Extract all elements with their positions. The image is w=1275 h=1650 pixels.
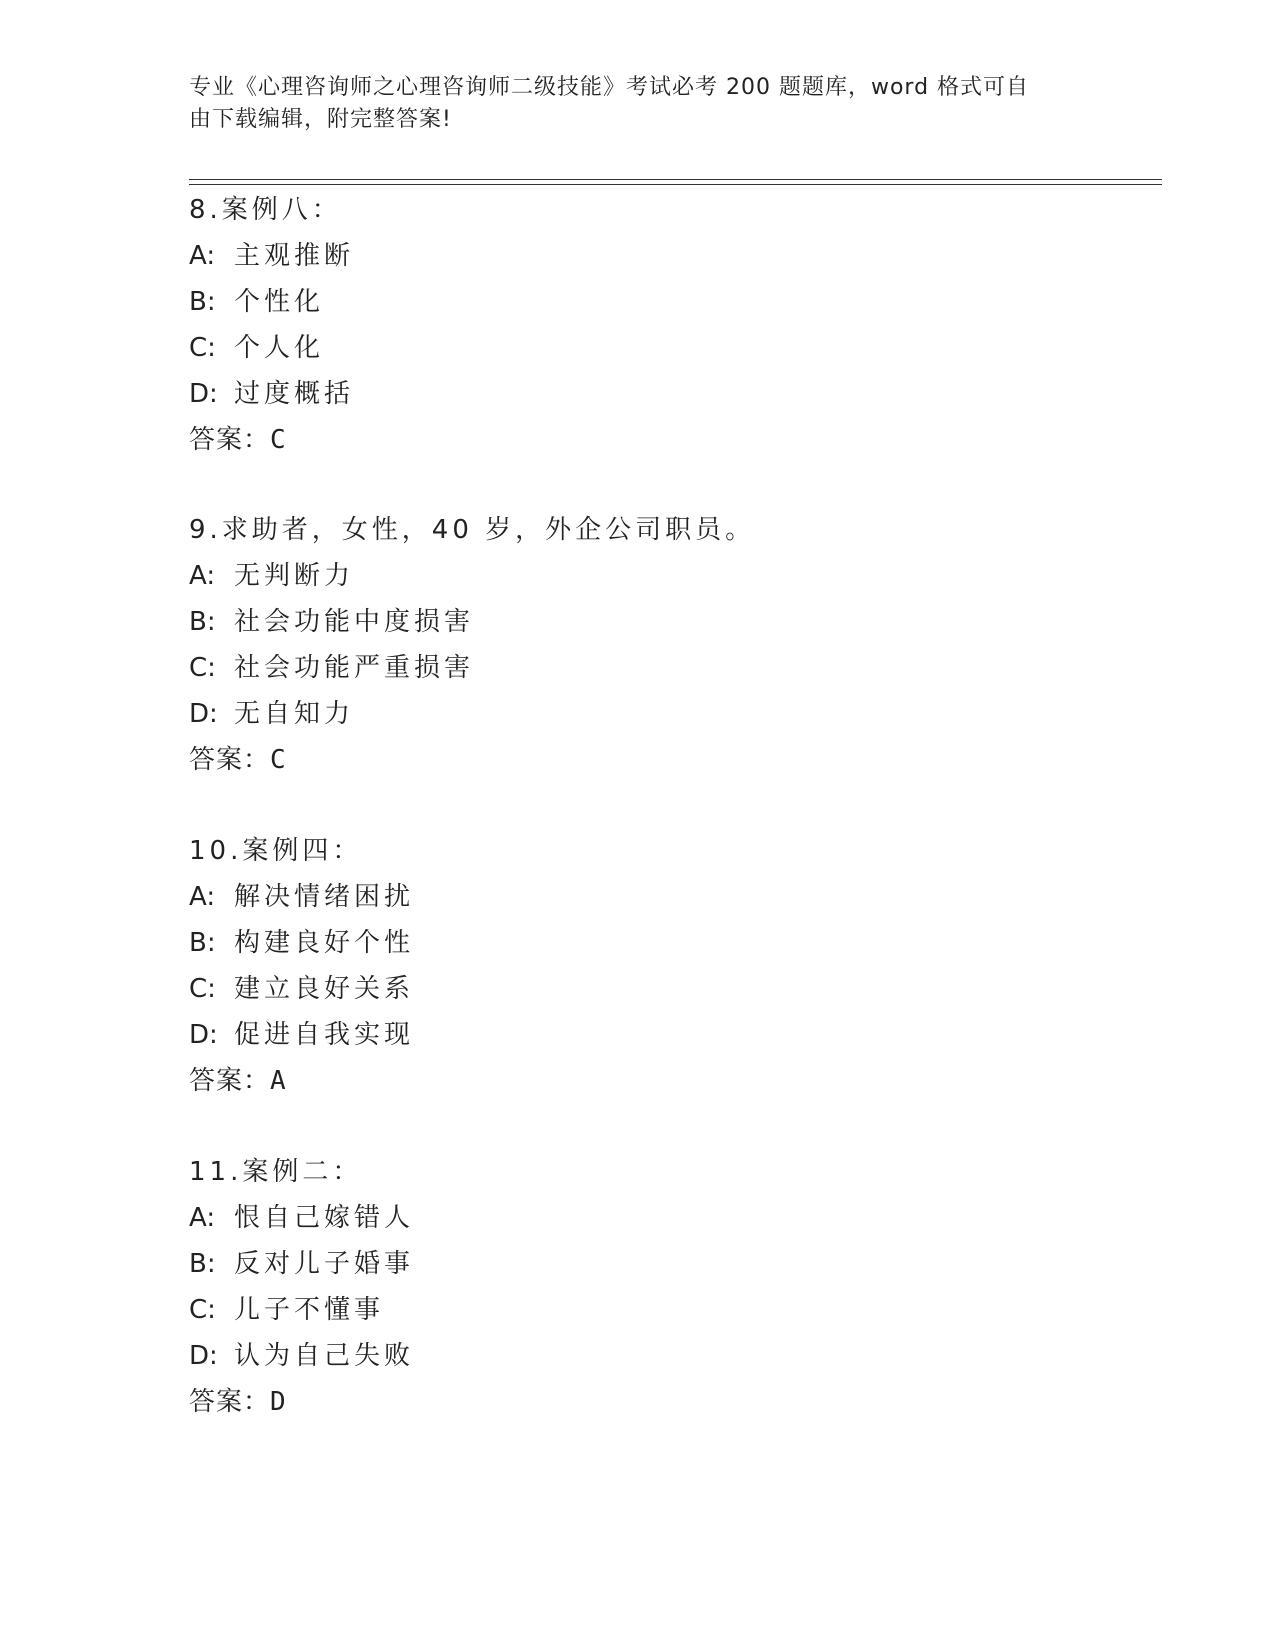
- answer-label: 答案：: [189, 1387, 271, 1417]
- question-stem: 8.案例八：: [189, 195, 342, 225]
- answer-value: D: [270, 1387, 286, 1417]
- option-d: [189, 1333, 1089, 1379]
- option-b: [189, 279, 1089, 325]
- option-key: D:: [189, 699, 218, 729]
- header-line-2: 由下载编辑，附完整答案!: [189, 107, 452, 132]
- answer-value: A: [270, 1066, 286, 1096]
- option-text: 建立良好关系: [234, 974, 415, 1004]
- option-text: 恨自己嫁错人: [234, 1203, 415, 1233]
- header-divider-bottom: [189, 184, 1162, 185]
- option-d: [189, 1012, 1089, 1058]
- answer-line: [189, 417, 1089, 463]
- option-key: C:: [189, 974, 216, 1004]
- option-c: [189, 1287, 1089, 1333]
- option-text: 解决情绪困扰: [234, 882, 415, 912]
- option-text: 个人化: [234, 333, 325, 363]
- option-c: [189, 966, 1089, 1012]
- answer-line: [189, 737, 1089, 783]
- option-key: D:: [189, 1341, 218, 1371]
- answer-label: 答案：: [189, 745, 271, 775]
- answer-line: [189, 1058, 1089, 1104]
- question-9: [189, 507, 1089, 783]
- header-line-1: 专业《心理咨询师之心理咨询师二级技能》考试必考 200 题题库，word 格式可自: [189, 75, 1030, 100]
- option-c: [189, 325, 1089, 371]
- option-text: 过度概括: [234, 379, 355, 409]
- option-text: 社会功能中度损害: [234, 607, 475, 637]
- document-header: [189, 72, 1069, 136]
- option-text: 儿子不懂事: [234, 1295, 385, 1325]
- answer-label: 答案：: [189, 425, 271, 455]
- option-key: A:: [189, 561, 216, 591]
- option-text: 认为自己失败: [234, 1341, 415, 1371]
- option-key: B:: [189, 928, 216, 958]
- question-stem: 9.求助者，女性，40 岁，外企公司职员。: [189, 515, 756, 545]
- option-text: 个性化: [234, 287, 325, 317]
- answer-value: C: [270, 425, 286, 455]
- option-text: 主观推断: [234, 241, 355, 271]
- option-b: [189, 920, 1089, 966]
- question-stem: 10.案例四：: [189, 836, 363, 866]
- option-text: 无判断力: [234, 561, 355, 591]
- option-key: A:: [189, 1203, 216, 1233]
- answer-line: [189, 1379, 1089, 1425]
- option-a: [189, 553, 1089, 599]
- option-text: 构建良好个性: [234, 928, 415, 958]
- option-key: D:: [189, 1020, 218, 1050]
- option-b: [189, 1241, 1089, 1287]
- option-a: [189, 874, 1089, 920]
- option-key: A:: [189, 882, 216, 912]
- option-text: 促进自我实现: [234, 1020, 415, 1050]
- option-text: 反对儿子婚事: [234, 1249, 415, 1279]
- option-key: C:: [189, 653, 216, 683]
- option-text: 无自知力: [234, 699, 355, 729]
- option-key: A:: [189, 241, 216, 271]
- question-stem: 11.案例二：: [189, 1157, 363, 1187]
- option-c: [189, 645, 1089, 691]
- question-8: [189, 187, 1089, 463]
- option-text: 社会功能严重损害: [234, 653, 475, 683]
- option-a: [189, 233, 1089, 279]
- option-key: D:: [189, 379, 218, 409]
- option-d: [189, 371, 1089, 417]
- option-a: [189, 1195, 1089, 1241]
- question-11: [189, 1149, 1089, 1425]
- question-10: [189, 828, 1089, 1104]
- option-key: C:: [189, 333, 216, 363]
- option-key: B:: [189, 1249, 216, 1279]
- option-key: B:: [189, 287, 216, 317]
- option-b: [189, 599, 1089, 645]
- option-d: [189, 691, 1089, 737]
- option-key: C:: [189, 1295, 216, 1325]
- header-divider-top: [189, 179, 1162, 180]
- answer-label: 答案：: [189, 1066, 271, 1096]
- option-key: B:: [189, 607, 216, 637]
- answer-value: C: [270, 745, 286, 775]
